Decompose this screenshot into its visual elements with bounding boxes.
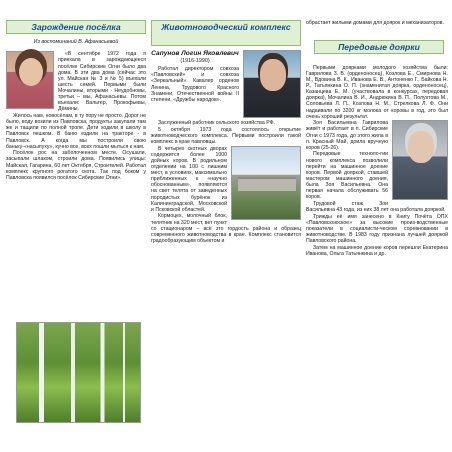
complex-paragraph-5: Кормоцех, молочный блок, телятник на 320 мест, вет пункт со стационаром – всё это гордость района и образец современного животноводства в крае. Комплекс становится градообразующим объектом и xyxy=(151,213,301,244)
history-paragraph-3: Посёлок рос на заболоченном месте. Осушали, засыпали шлаком, строили дома. Появились улицы: Майская, Гагарина, 60 лет Октября, Строителей. Работал комплекс крупного рогатого скота. Так под боком у Павловска появился посёлок Сибирские Огни». xyxy=(6,150,146,181)
portrait-gavrilova-photo xyxy=(392,120,448,200)
milkmaids-paragraph-1: Первыми доярками молодого хозяйства были: Гаврилова З. В. (орденоносец), Козлова Е., Смирнова Н. М., Вдовина В. К., Иванова Е. В., Антоненко Г., Байкова Н. Р., Татьянкина О. П. (знаменитая доярка, орденоносец), Казанцева Е. М. (участвовала в конкурсах, передовая доярка), Мочалина В. И., Андрюкина В. П., Полухтова М., Соловьева Л. П., Козлова Н. М., Стрелкова Л. Ф. Они надаивали по 3200 кг молока от коровы в год, это был очень хороший результат. xyxy=(306,64,448,120)
milkmaids-paragraph-6: Затем на машинное доение коров перешли Екатерина Иванова, Ольга Татьянкина и др. xyxy=(306,244,448,257)
complex-paragraph-3: 5 октября 1973 года состоялось открытие животноводческого комплекса. Первыми построили такой комплекс в крае павловцы. xyxy=(151,126,301,145)
milkmaids-paragraph-3: Передовые техноло-гии нового комплекса позволили перейти на машинное доение коров. Первой дояркой, ставшей мастером машинного доения, была Зоя Васильевна. Она первая начала обслуживать 56 коров. xyxy=(306,151,388,201)
complex-paragraph-4: В четырех скотных дворах содержится более 1000 дойных коров. В родильном отделении на 100 с лишним мест, в условиях, максимально приближенных к «научно обоснованным», появляются на свет телята от заведенных породистых бурёнок из Калининградской, Московской и Псковской областей. xyxy=(151,145,227,213)
history-paragraph-1: «В сентябре 1972 года я приехала в зарождающееся посёлке Сибирские Огни было два дома. В эти два дома (сейчас это ул. Майская № 3 и № 5) въехали шесть семей. Первыми были Мочалины, вторыми - Неудобновы, третьи – мы, Афанасьевы. Потом въехали: Вальтер, Прокофьевы, Дёмины. xyxy=(58,51,146,113)
person-years: (1916-1990) xyxy=(180,57,210,64)
complex-paragraph-1: Работал директором совхоза «Павловский» и совхоза «Зеркальный». Кавалер орденов Ленина, Трудового Красного Знамени, Отечественной войны II степени, «Дружбы народов». xyxy=(151,66,239,103)
complex-paragraph-2: Заслуженный работник сельского хозяйства РФ. xyxy=(158,120,275,126)
continuation-text: обрастает жилыми домами для доярок и механизаторов. xyxy=(306,20,444,26)
portrait-afanasyeva-photo xyxy=(6,51,54,109)
milkmaids-paragraph-2: Зоя Васильевна Гаврилова живёт и работает в п. Сибирские Огни с 1973 года, до этого жила в п. Красный Май, доила вручную коров (25-26). xyxy=(306,120,388,151)
section-title-complex: Животноводческий комплекс xyxy=(151,20,301,46)
memoir-source: Из воспоминаний В. Афанасьевой xyxy=(33,39,119,45)
milkmaids-paragraph-5: Трижды её имя занесено в Книгу Почёта ОПХ «Павловскоюское» за высокие произ-водственные показатели в социалисти-ческом соревновании в животноводстве. В 1983 году признана лучшей дояркой Павловского района. xyxy=(306,213,448,245)
section-title-history: Зарождение посёлка xyxy=(6,20,146,34)
column-history xyxy=(6,0,146,452)
milkmaids-paragraph-4: Трудовой стаж Зои Васильевна 43 года, из них 38 лет она работала дояркой. xyxy=(306,200,446,213)
history-paragraph-2: Жилось нам, новосёлам, в ту пору не просто. Дорог не было, воду возили из Павловска, продукты закупали там же и тащили по полной тропе. Дети ходили в школу в Павловск пешком. В баню ездили на тракторе - в Павловск. А когда мы построили свою баньку-«насыпуху», кучно все, всех пошли мыться к нам. xyxy=(6,113,146,150)
livestock-farm-photo xyxy=(231,146,301,220)
section-title-milkmaids: Передовые доярки xyxy=(314,40,444,54)
birch-grove-photo xyxy=(16,322,141,423)
person-name: Сапунов Логин Яковлевич xyxy=(151,50,239,57)
column-milkmaids xyxy=(306,0,448,452)
portrait-sapunov-photo xyxy=(243,50,301,118)
column-complex xyxy=(151,0,301,452)
